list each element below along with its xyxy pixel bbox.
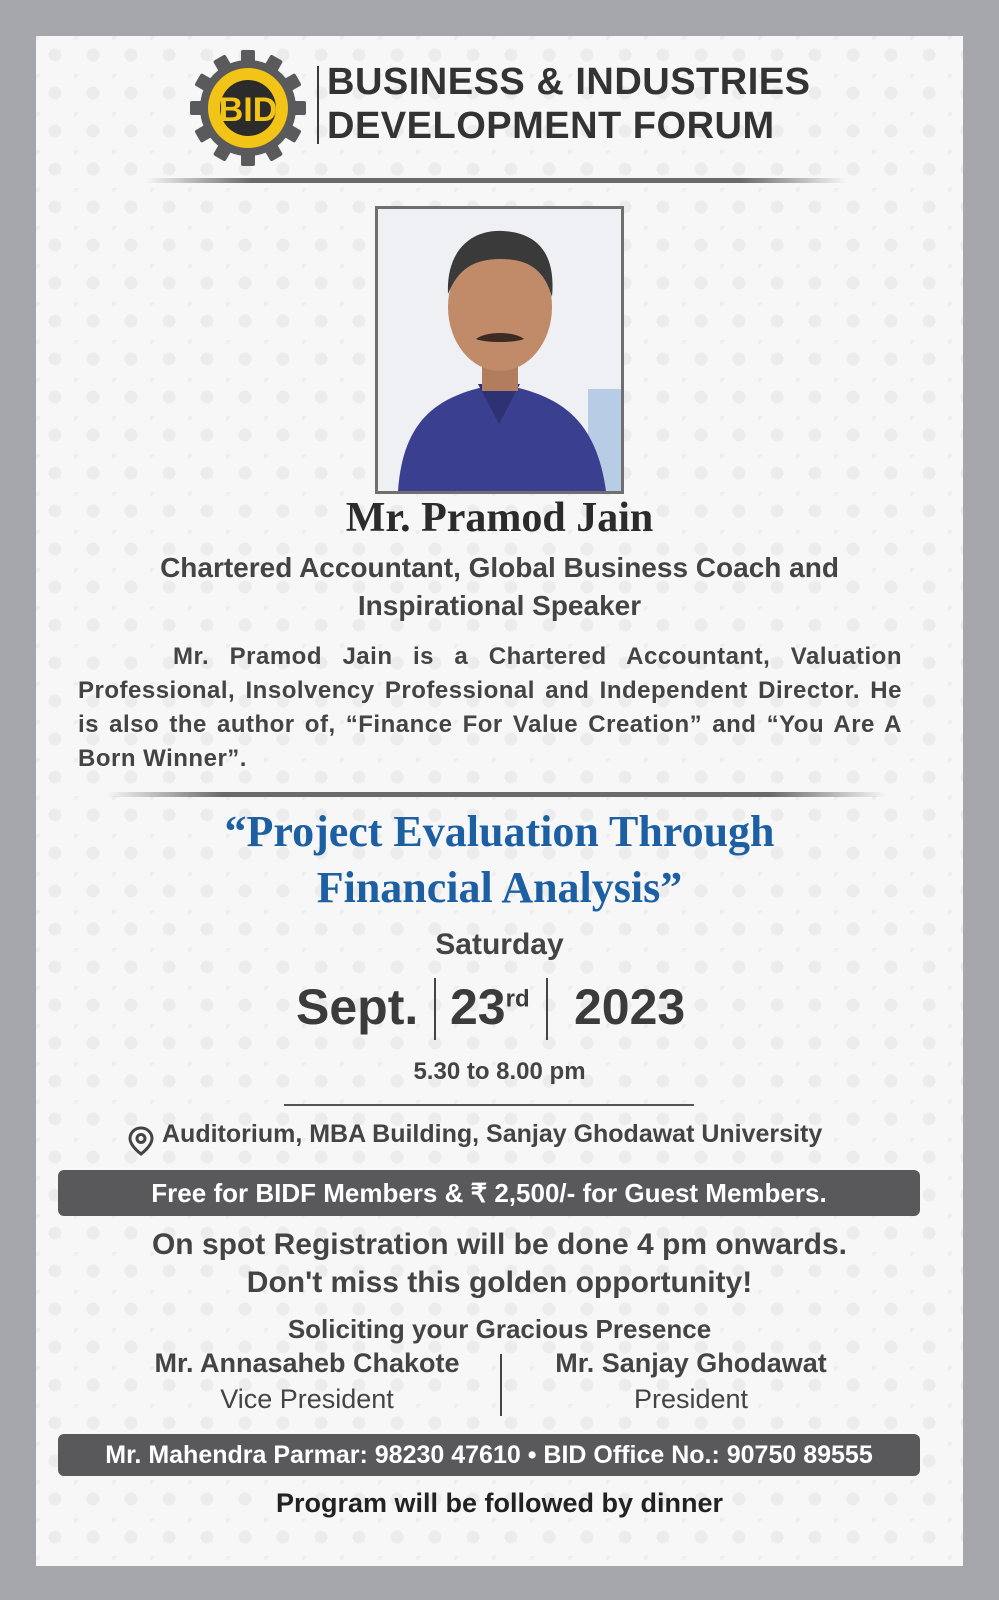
talk-title-line2: Financial Analysis” [316,863,683,912]
event-month: Sept. [296,979,419,1035]
date-separator [434,978,436,1040]
bio-divider [106,792,886,797]
event-date [36,974,963,1046]
speaker-title [36,549,963,625]
talk-title [36,804,963,916]
fee-banner: Free for BIDF Members & ₹ 2,500/- for Guest Members. [58,1170,920,1216]
event-date-number [450,978,530,1036]
event-date-suffix: rd [505,985,530,1013]
header-divider [146,178,846,183]
speaker-bio: Mr. Pramod Jain is a Chartered Accountant, Valuation Professional, Insolvency Professional and Independent Director. He is also the author of, “Finance For Value Creation” and “You Are A Born Winner”. [78,643,902,772]
event-time: 5.30 to 8.00 pm [413,1058,586,1085]
event-venue: Auditorium, MBA Building, Sanjay Ghodawat University [162,1120,823,1148]
dinner-note: Program will be followed by dinner [275,1488,724,1518]
host-left-name: Mr. Annasaheb Chakote [154,1348,460,1378]
event-date-value: 23 [450,979,506,1035]
registration-line2: Don't miss this golden opportunity! [246,1266,753,1299]
gear-logo-icon [188,48,308,168]
bid-logo [188,48,308,168]
org-name-line2: DEVELOPMENT FORUM [327,105,775,147]
host-right-role: President [633,1384,749,1414]
svg-text:BID: BID [218,91,278,129]
speaker-name: Mr. Pramod Jain [345,495,654,541]
event-day: Saturday [435,928,564,961]
time-divider [284,1104,694,1106]
hosts-separator [500,1354,502,1416]
location-pin-icon [128,1126,154,1156]
date-separator [546,978,548,1040]
speaker-title-line2: Inspirational Speaker [357,590,642,621]
host-left-role: Vice President [220,1384,394,1414]
logo-divider [317,66,319,144]
speaker-title-line1: Chartered Accountant, Global Business Coach and [160,552,839,583]
org-name [327,60,810,148]
talk-title-line1: “Project Evaluation Through [224,807,775,856]
registration-note [36,1226,963,1302]
registration-line1: On spot Registration will be done 4 pm onwards. [151,1228,848,1261]
solicit-heading: Soliciting your Gracious Presence [287,1314,712,1344]
host-right-name: Mr. Sanjay Ghodawat [555,1348,827,1378]
invitation-card [36,36,963,1566]
speaker-photo [375,206,624,494]
event-year: 2023 [574,979,686,1035]
contact-banner: Mr. Mahendra Parmar: 98230 47610 • BID Office No.: 90750 89555 [58,1434,920,1476]
speaker-portrait-image [378,209,621,491]
org-name-line1: BUSINESS & INDUSTRIES [327,61,811,103]
